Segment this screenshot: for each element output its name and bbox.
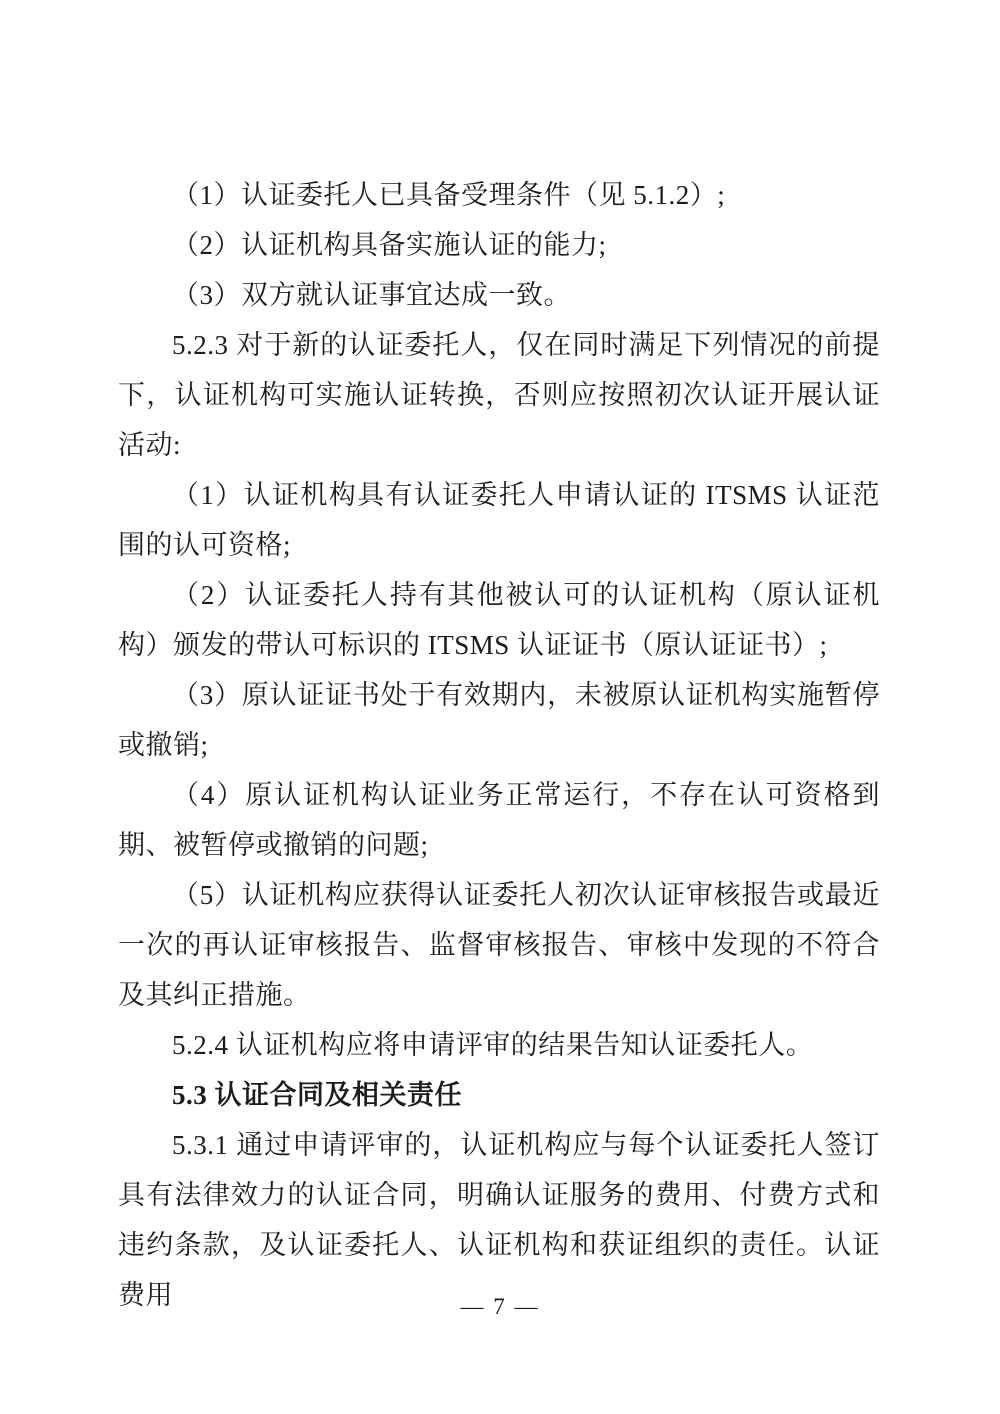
paragraph: （4）原认证机构认证业务正常运行，不存在认可资格到期、被暂停或撤销的问题; [118, 780, 880, 860]
page-number: — 7 — [460, 1294, 540, 1319]
paragraph: （1）认证机构具有认证委托人申请认证的 ITSMS 认证范围的认可资格; [118, 480, 880, 560]
document-body [118, 170, 880, 1320]
paragraph: （2）认证机构具备实施认证的能力; [172, 230, 607, 260]
paragraph: 5.3.1 通过申请评审的，认证机构应与每个认证委托人签订具有法律效力的认证合同，明确认证服务的费用、付费方式和违约条款，及认证委托人、认证机构和获证组织的责任。认证费用 [118, 1130, 880, 1310]
paragraph: 5.2.4 认证机构应将申请评审的结果告知认证委托人。 [172, 1030, 814, 1060]
paragraph: （3）原认证证书处于有效期内，未被原认证机构实施暂停或撤销; [118, 680, 880, 760]
paragraph: （3）双方就认证事宜达成一致。 [172, 280, 571, 310]
paragraph: （2）认证委托人持有其他被认可的认证机构（原认证机构）颁发的带认可标识的 ITSMS 认证证书（原认证证书）; [118, 580, 880, 660]
paragraph: （1）认证委托人已具备受理条件（见 5.1.2）; [172, 180, 726, 210]
section-heading: 5.3 认证合同及相关责任 [172, 1080, 462, 1110]
paragraph: 5.2.3 对于新的认证委托人，仅在同时满足下列情况的前提下，认证机构可实施认证转换，否则应按照初次认证开展认证活动: [118, 330, 880, 460]
paragraph: （5）认证机构应获得认证委托人初次认证审核报告或最近一次的再认证审核报告、监督审核报告、审核中发现的不符合及其纠正措施。 [118, 880, 880, 1010]
